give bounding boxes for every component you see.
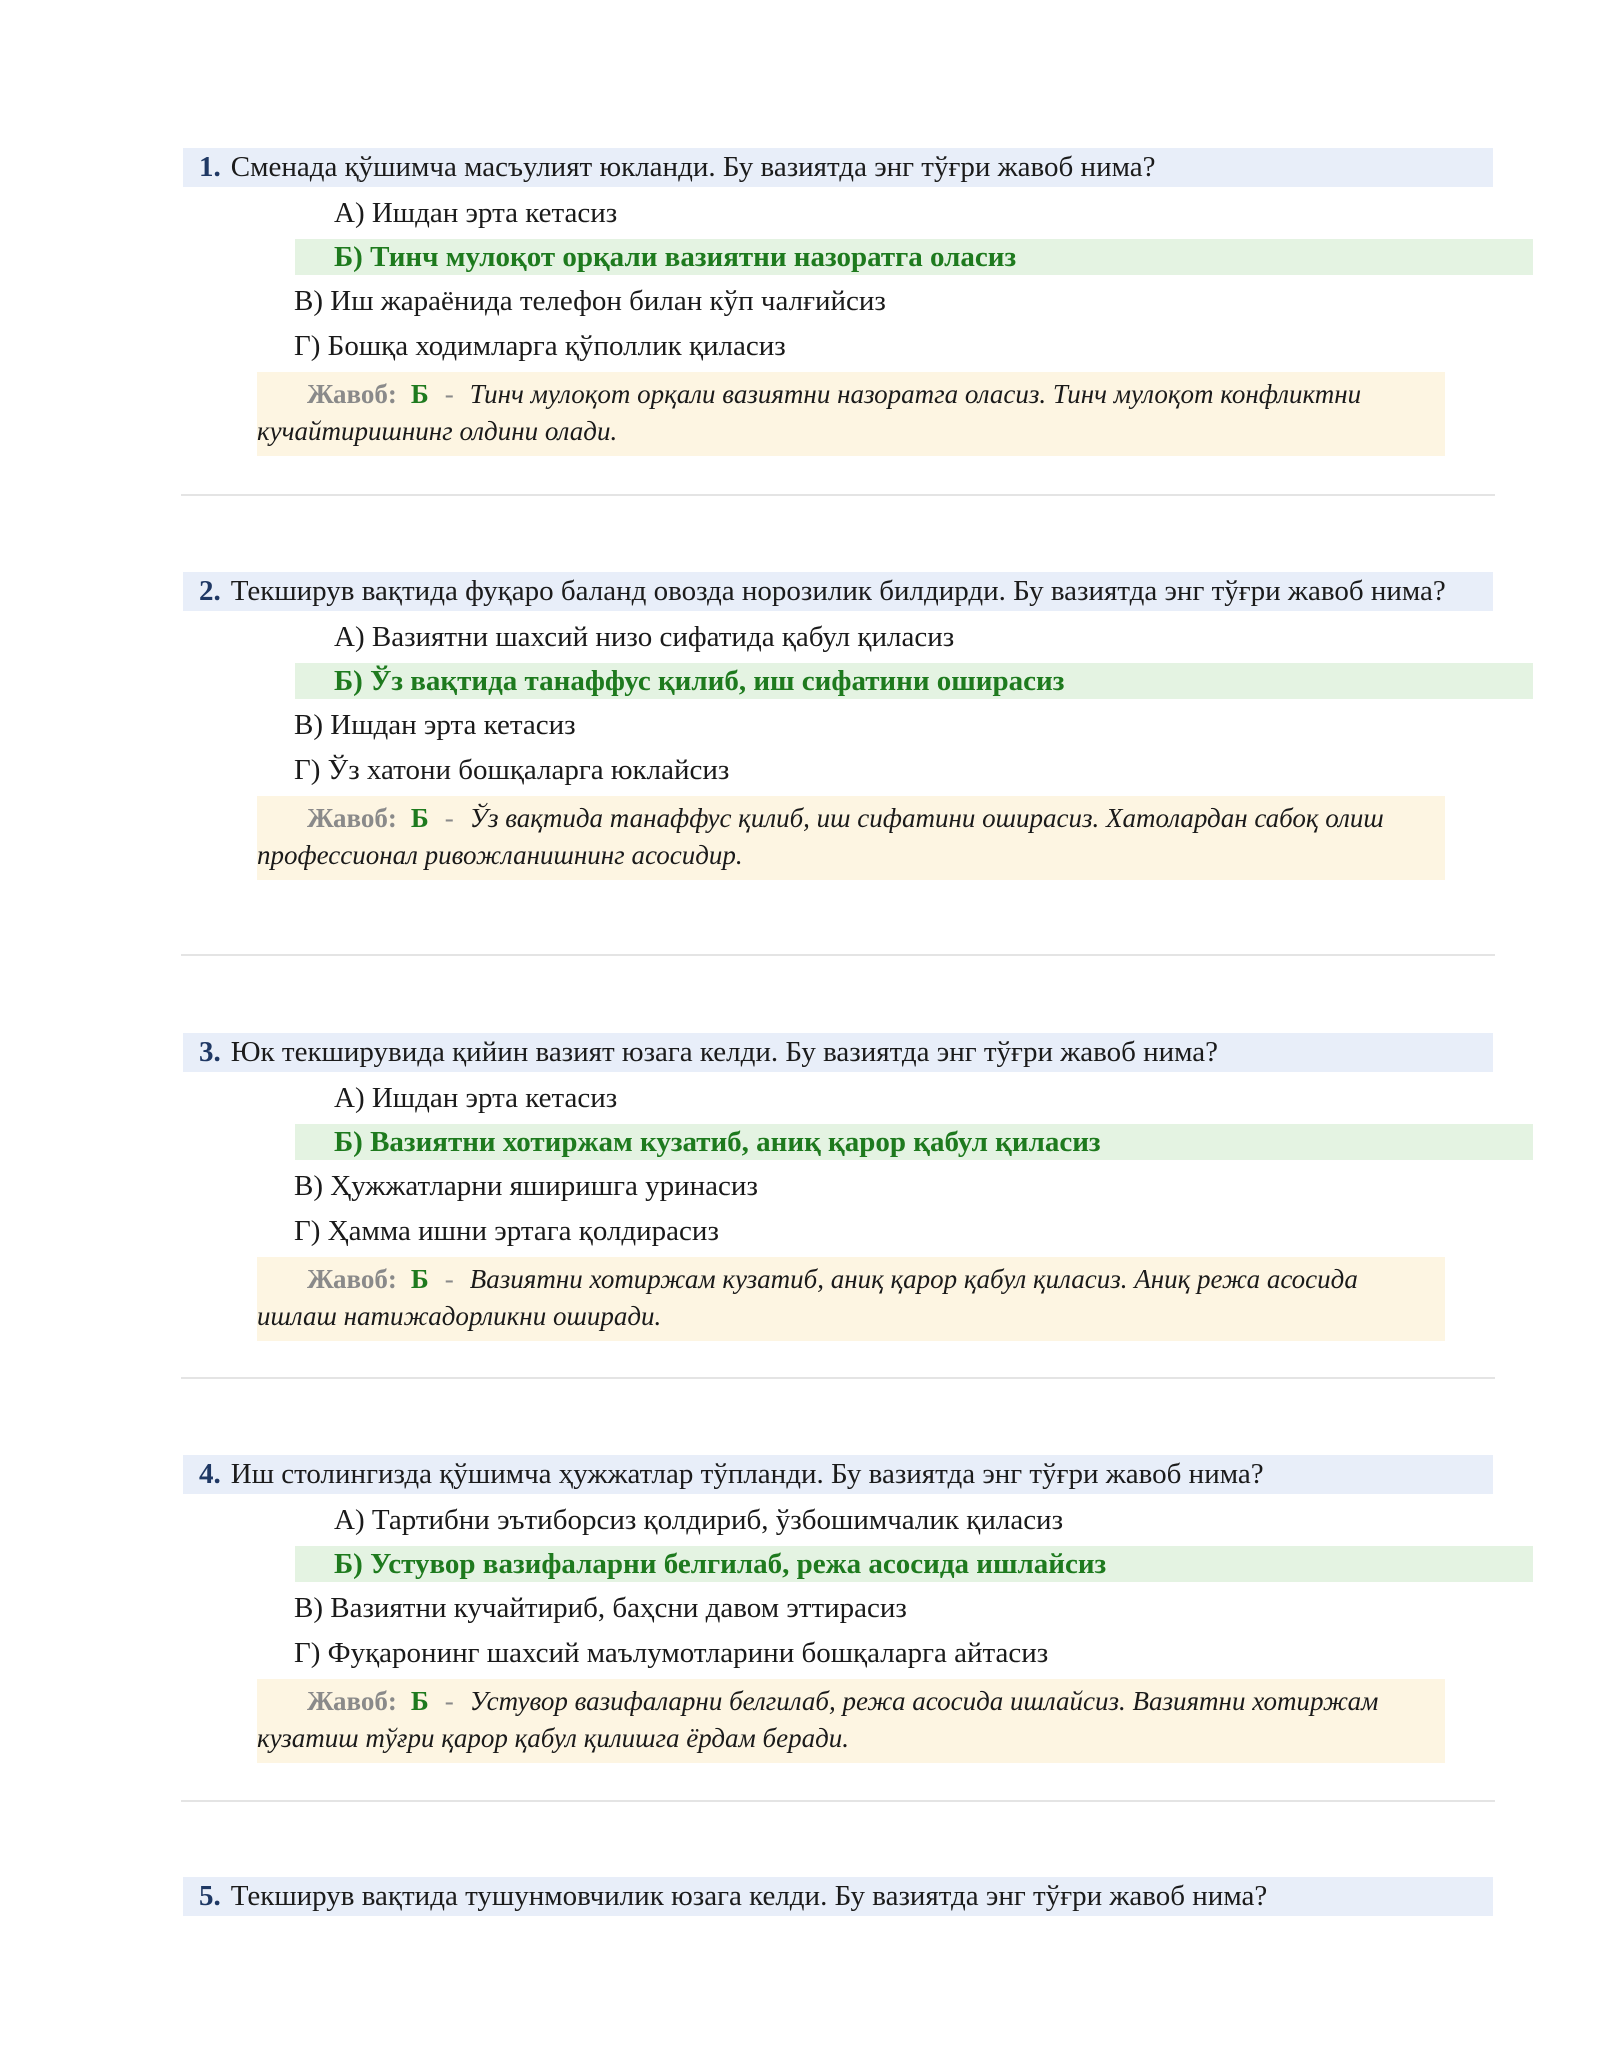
question-number: 1. [199,151,221,183]
option-c: В) Иш жараёнида телефон билан кўп чалғийсиз [294,285,886,317]
option-a: А) Тартибни эътиборсиз қолдириб, ўзбошимчалик қиласиз [334,1504,1064,1536]
answer-label: Жавоб: [307,1264,397,1294]
answer-letter: Б [410,803,429,833]
answer-explanation: Вазиятни хотиржам кузатиб, аниқ қарор қабул қиласиз. Аниқ режа асосида ишлаш натижадорликни оширади. [257,1264,1358,1331]
answer-dash: - [444,379,454,409]
answer-box [257,1257,1445,1341]
option-d: Г) Ўз хатони бошқаларга юклайсиз [294,754,730,786]
question-text [183,1033,1493,1072]
answer-dash: - [444,803,454,833]
answer-label: Жавоб: [307,379,397,409]
answer-letter: Б [410,379,429,409]
answer-letter: Б [410,1264,429,1294]
answer-dash: - [444,1686,454,1716]
question-number: 2. [199,575,221,607]
answer-box [257,1679,1445,1763]
answer-explanation: Ўз вақтида танаффус қилиб, иш сифатини оширасиз. Хатолардан сабоқ олиш профессионал ривожланишнинг асосидир. [257,803,1384,870]
option-a: А) Ишдан эрта кетасиз [334,1082,618,1114]
options-list [183,1079,1493,1250]
divider [181,1377,1495,1379]
answer-label: Жавоб: [307,1686,397,1716]
answer-box [257,372,1445,456]
question-prompt: Иш столингизда қўшимча ҳужжатлар тўпланди. Бу вазиятда энг тўғри жавоб нима? [230,1458,1264,1490]
answer-explanation: Устувор вазифаларни белгилаб, режа асосида ишлайсиз. Вазиятни хотиржам кузатиш тўғри қарор қабул қилишга ёрдам беради. [257,1686,1379,1753]
answer-dash: - [444,1264,454,1294]
option-c: В) Ҳужжатларни яширишга уринасиз [294,1170,758,1202]
question-prompt: Текширув вақтида тушунмовчилик юзага келди. Бу вазиятда энг тўғри жавоб нима? [230,1880,1268,1912]
question-block-1 [183,148,1493,456]
question-prompt: Сменада қўшимча масъулият юкланди. Бу вазиятда энг тўғри жавоб нима? [230,151,1156,183]
question-number: 4. [199,1458,221,1490]
question-text [183,1877,1493,1916]
option-b-correct: Б) Вазиятни хотиржам кузатиб, аниқ қарор қабул қиласиз [295,1124,1533,1160]
option-d: Г) Бошқа ходимларга қўполлик қиласиз [294,330,786,362]
option-b-correct: Б) Ўз вақтида танаффус қилиб, иш сифатини оширасиз [295,663,1533,699]
question-text [183,148,1493,187]
question-block-3 [183,1033,1493,1341]
question-number: 3. [199,1036,221,1068]
divider [181,954,1495,956]
option-a: А) Ишдан эрта кетасиз [334,197,618,229]
question-number: 5. [199,1880,221,1912]
option-d: Г) Фуқаронинг шахсий маълумотларини бошқаларга айтасиз [294,1637,1049,1669]
answer-box [257,796,1445,880]
question-text [183,572,1493,611]
answer-label: Жавоб: [307,803,397,833]
question-block-5 [183,1877,1493,1916]
question-prompt: Юк текширувида қийин вазият юзага келди. Бу вазиятда энг тўғри жавоб нима? [230,1036,1219,1068]
question-block-4 [183,1455,1493,1763]
answer-letter: Б [410,1686,429,1716]
options-list [183,1501,1493,1672]
option-c: В) Ишдан эрта кетасиз [294,709,576,741]
option-c: В) Вазиятни кучайтириб, баҳсни давом эттирасиз [294,1592,907,1624]
option-b-correct: Б) Устувор вазифаларни белгилаб, режа асосида ишлайсиз [295,1546,1533,1582]
question-text [183,1455,1493,1494]
answer-explanation: Тинч мулоқот орқали вазиятни назоратга оласиз. Тинч мулоқот конфликтни кучайтиришнинг олдини олади. [257,379,1362,446]
option-a: А) Вазиятни шахсий низо сифатида қабул қиласиз [334,621,955,653]
options-list [183,618,1493,789]
options-list [183,194,1493,365]
divider [181,1800,1495,1802]
option-d: Г) Ҳамма ишни эртага қолдирасиз [294,1215,719,1247]
option-b-correct: Б) Тинч мулоқот орқали вазиятни назоратга оласиз [295,239,1533,275]
divider [181,494,1495,496]
question-prompt: Текширув вақтида фуқаро баланд овозда норозилик билдирди. Бу вазиятда энг тўғри жавоб нима? [230,575,1446,607]
question-block-2 [183,572,1493,880]
